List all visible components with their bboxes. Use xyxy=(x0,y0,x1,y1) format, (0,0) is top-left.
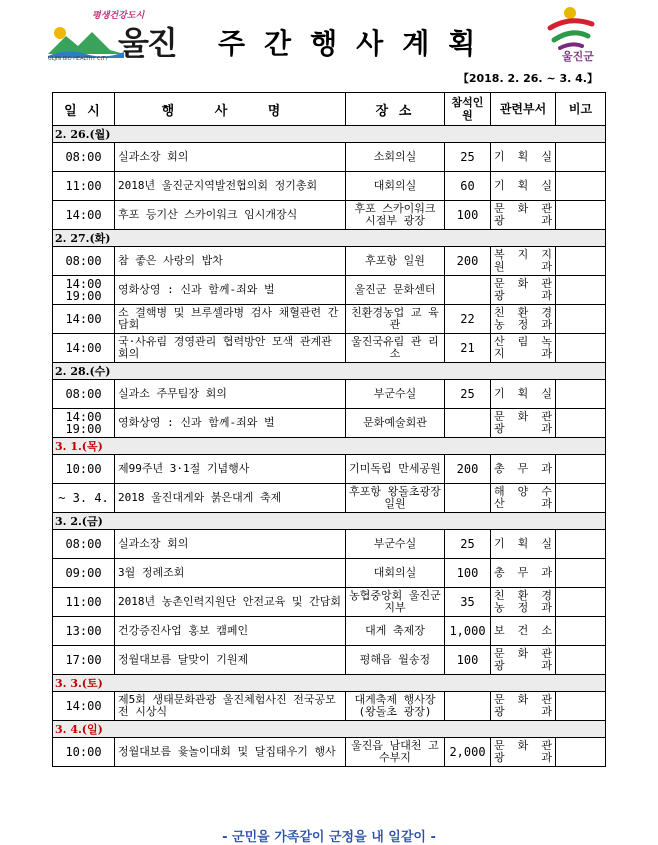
event-department: 총 무 과 xyxy=(491,455,556,484)
table-row xyxy=(53,305,606,334)
event-department: 문 화 관 광 과 xyxy=(491,692,556,721)
event-name: 3월 정례조회 xyxy=(115,559,346,588)
table-row xyxy=(53,455,606,484)
event-time: 14:00 xyxy=(53,334,115,363)
event-department: 보 건 소 xyxy=(491,617,556,646)
event-remarks xyxy=(556,247,606,276)
event-name: 실과소 주무팀장 회의 xyxy=(115,380,346,409)
event-name: 국·사유림 경영관리 협력방안 모색 관계관 회의 xyxy=(115,334,346,363)
event-place: 대게 축제장 xyxy=(346,617,445,646)
event-place: 소회의실 xyxy=(346,143,445,172)
event-remarks xyxy=(556,588,606,617)
county-emblem-icon xyxy=(542,6,600,50)
event-department: 문 화 관 광 과 xyxy=(491,409,556,438)
event-name: 정월대보름 달맞이 기원제 xyxy=(115,646,346,675)
event-department: 복 지 지 원 과 xyxy=(491,247,556,276)
col-header-event: 행 사 명 xyxy=(115,93,346,126)
event-remarks xyxy=(556,646,606,675)
event-remarks xyxy=(556,172,606,201)
event-time: 09:00 xyxy=(53,559,115,588)
event-place: 부군수실 xyxy=(346,530,445,559)
date-label: 3. 4.(일) xyxy=(55,723,103,736)
event-remarks xyxy=(556,409,606,438)
date-cell xyxy=(53,513,606,530)
event-name: 영화상영 : 신과 함께-죄와 벌 xyxy=(115,276,346,305)
event-time: 08:00 xyxy=(53,530,115,559)
table-row xyxy=(53,380,606,409)
table-row xyxy=(53,559,606,588)
table-row xyxy=(53,484,606,513)
date-label: 3. 3.(토) xyxy=(55,677,103,690)
event-place: 부군수실 xyxy=(346,380,445,409)
date-row xyxy=(53,513,606,530)
date-cell xyxy=(53,363,606,380)
event-name: 소 결핵병 및 브루셀라병 검사 채혈관련 간담회 xyxy=(115,305,346,334)
event-time: 08:00 xyxy=(53,143,115,172)
date-cell xyxy=(53,721,606,738)
event-department: 친 환 경 농 정 과 xyxy=(491,588,556,617)
footer-slogan: - 군민을 가족같이 군정을 내 일같이 - xyxy=(222,830,436,845)
table-row xyxy=(53,201,606,230)
table-row xyxy=(53,334,606,363)
date-row xyxy=(53,363,606,380)
table-row xyxy=(53,409,606,438)
event-attendance xyxy=(445,692,491,721)
date-row xyxy=(53,721,606,738)
event-time: 14:00 19:00 xyxy=(53,276,115,305)
event-attendance: 100 xyxy=(445,646,491,675)
event-department: 기 획 실 xyxy=(491,143,556,172)
date-label: 2. 26.(월) xyxy=(55,128,111,141)
event-remarks xyxy=(556,692,606,721)
event-place: 후포 스카이워크 시점부 광장 xyxy=(346,201,445,230)
event-remarks xyxy=(556,484,606,513)
mountain-logo-icon xyxy=(48,24,124,58)
event-name: 2018 울진대게와 붉은대게 축제 xyxy=(115,484,346,513)
event-attendance: 21 xyxy=(445,334,491,363)
event-attendance: 25 xyxy=(445,530,491,559)
event-remarks xyxy=(556,305,606,334)
event-name: 2018년 농촌인력지원단 안전교육 및 간담회 xyxy=(115,588,346,617)
event-department: 산 림 녹 지 과 xyxy=(491,334,556,363)
event-name: 후포 등기산 스카이워크 임시개장식 xyxy=(115,201,346,230)
event-time: 14:00 xyxy=(53,692,115,721)
event-department: 문 화 관 광 과 xyxy=(491,646,556,675)
event-remarks xyxy=(556,334,606,363)
event-remarks xyxy=(556,276,606,305)
event-remarks xyxy=(556,530,606,559)
weekly-schedule-table xyxy=(52,92,606,767)
event-attendance: 2,000 xyxy=(445,738,491,767)
event-attendance: 200 xyxy=(445,247,491,276)
brand-name: 울진 xyxy=(118,24,176,62)
event-place: 후포항 일원 xyxy=(346,247,445,276)
event-department: 문 화 관 광 과 xyxy=(491,276,556,305)
event-remarks xyxy=(556,143,606,172)
event-attendance xyxy=(445,484,491,513)
event-time: 08:00 xyxy=(53,247,115,276)
table-row xyxy=(53,143,606,172)
event-attendance: 25 xyxy=(445,143,491,172)
event-time: 10:00 xyxy=(53,738,115,767)
table-row xyxy=(53,738,606,767)
table-row xyxy=(53,276,606,305)
event-place: 농협중앙회 울진군지부 xyxy=(346,588,445,617)
event-remarks xyxy=(556,455,606,484)
uljin-brand-logo xyxy=(48,8,200,66)
col-header-remarks: 비고 xyxy=(556,93,606,126)
event-name: 실과소장 회의 xyxy=(115,143,346,172)
brand-small-text: ULJIN BIO HEALTHY CITY xyxy=(48,56,109,62)
event-name: 실과소장 회의 xyxy=(115,530,346,559)
event-time: 08:00 xyxy=(53,380,115,409)
event-time: ~ 3. 4. xyxy=(53,484,115,513)
table-row xyxy=(53,692,606,721)
schedule-period: 【2018. 2. 26. ~ 3. 4.】 xyxy=(457,72,598,85)
col-header-attendance: 참석인원 xyxy=(445,93,491,126)
table-row xyxy=(53,646,606,675)
event-name: 참 좋은 사랑의 밥차 xyxy=(115,247,346,276)
event-place: 대게축제 행사장 (왕돌초 광장) xyxy=(346,692,445,721)
event-name: 정월대보름 윷놀이대회 및 달집태우기 행사 xyxy=(115,738,346,767)
county-logo xyxy=(542,6,600,68)
event-attendance: 22 xyxy=(445,305,491,334)
event-department: 친 환 경 농 정 과 xyxy=(491,305,556,334)
date-row xyxy=(53,438,606,455)
event-time: 17:00 xyxy=(53,646,115,675)
date-cell xyxy=(53,438,606,455)
event-department: 총 무 과 xyxy=(491,559,556,588)
event-name: 영화상영 : 신과 함께-죄와 벌 xyxy=(115,409,346,438)
date-cell xyxy=(53,675,606,692)
event-attendance: 100 xyxy=(445,201,491,230)
page-header xyxy=(0,0,658,90)
col-header-datetime: 일 시 xyxy=(53,93,115,126)
event-place: 울진국유림 관 리 소 xyxy=(346,334,445,363)
event-name: 건강증진사업 홍보 캠페인 xyxy=(115,617,346,646)
table-row xyxy=(53,530,606,559)
event-attendance xyxy=(445,409,491,438)
event-attendance: 100 xyxy=(445,559,491,588)
event-time: 14:00 xyxy=(53,201,115,230)
event-attendance: 35 xyxy=(445,588,491,617)
event-remarks xyxy=(556,738,606,767)
event-department: 기 획 실 xyxy=(491,530,556,559)
event-time: 11:00 xyxy=(53,172,115,201)
event-name: 제5회 생태문화관광 울진체험사진 전국공모전 시상식 xyxy=(115,692,346,721)
event-remarks xyxy=(556,380,606,409)
col-header-department: 관련부서 xyxy=(491,93,556,126)
date-row xyxy=(53,230,606,247)
event-attendance: 60 xyxy=(445,172,491,201)
event-attendance: 200 xyxy=(445,455,491,484)
county-name: 울진군 xyxy=(562,50,594,63)
event-name: 제99주년 3·1절 기념행사 xyxy=(115,455,346,484)
event-time: 11:00 xyxy=(53,588,115,617)
event-remarks xyxy=(556,559,606,588)
table-row xyxy=(53,172,606,201)
event-place: 기미독립 만세공원 xyxy=(346,455,445,484)
event-attendance: 25 xyxy=(445,380,491,409)
date-label: 3. 2.(금) xyxy=(55,515,103,528)
event-department: 문 화 관 광 과 xyxy=(491,201,556,230)
date-label: 3. 1.(목) xyxy=(55,440,103,453)
event-time: 14:00 19:00 xyxy=(53,409,115,438)
event-place: 친환경농업 교 육 관 xyxy=(346,305,445,334)
event-remarks xyxy=(556,201,606,230)
slogan-text: 평생건강도시 xyxy=(92,11,145,21)
event-place: 후포항 왕돌초광장 일원 xyxy=(346,484,445,513)
event-place: 평해읍 월송정 xyxy=(346,646,445,675)
event-time: 10:00 xyxy=(53,455,115,484)
table-row xyxy=(53,617,606,646)
date-label: 2. 28.(수) xyxy=(55,365,111,378)
date-label: 2. 27.(화) xyxy=(55,232,111,245)
event-department: 해 양 수 산 과 xyxy=(491,484,556,513)
event-attendance xyxy=(445,276,491,305)
table-row xyxy=(53,247,606,276)
event-place: 대회의실 xyxy=(346,172,445,201)
event-place: 대회의실 xyxy=(346,559,445,588)
event-department: 문 화 관 광 과 xyxy=(491,738,556,767)
event-remarks xyxy=(556,617,606,646)
event-attendance: 1,000 xyxy=(445,617,491,646)
date-cell xyxy=(53,230,606,247)
event-department: 기 획 실 xyxy=(491,380,556,409)
event-time: 13:00 xyxy=(53,617,115,646)
date-row xyxy=(53,675,606,692)
event-name: 2018년 울진군지역발전협의회 정기총회 xyxy=(115,172,346,201)
event-place: 울진군 문화센터 xyxy=(346,276,445,305)
table-row xyxy=(53,588,606,617)
event-time: 14:00 xyxy=(53,305,115,334)
table-header-row xyxy=(53,93,606,126)
col-header-place: 장 소 xyxy=(346,93,445,126)
event-place: 울진읍 남대천 고수부지 xyxy=(346,738,445,767)
date-cell xyxy=(53,126,606,143)
page-title: 주간행사계획 xyxy=(218,27,495,60)
date-row xyxy=(53,126,606,143)
event-department: 기 획 실 xyxy=(491,172,556,201)
event-place: 문화예술회관 xyxy=(346,409,445,438)
